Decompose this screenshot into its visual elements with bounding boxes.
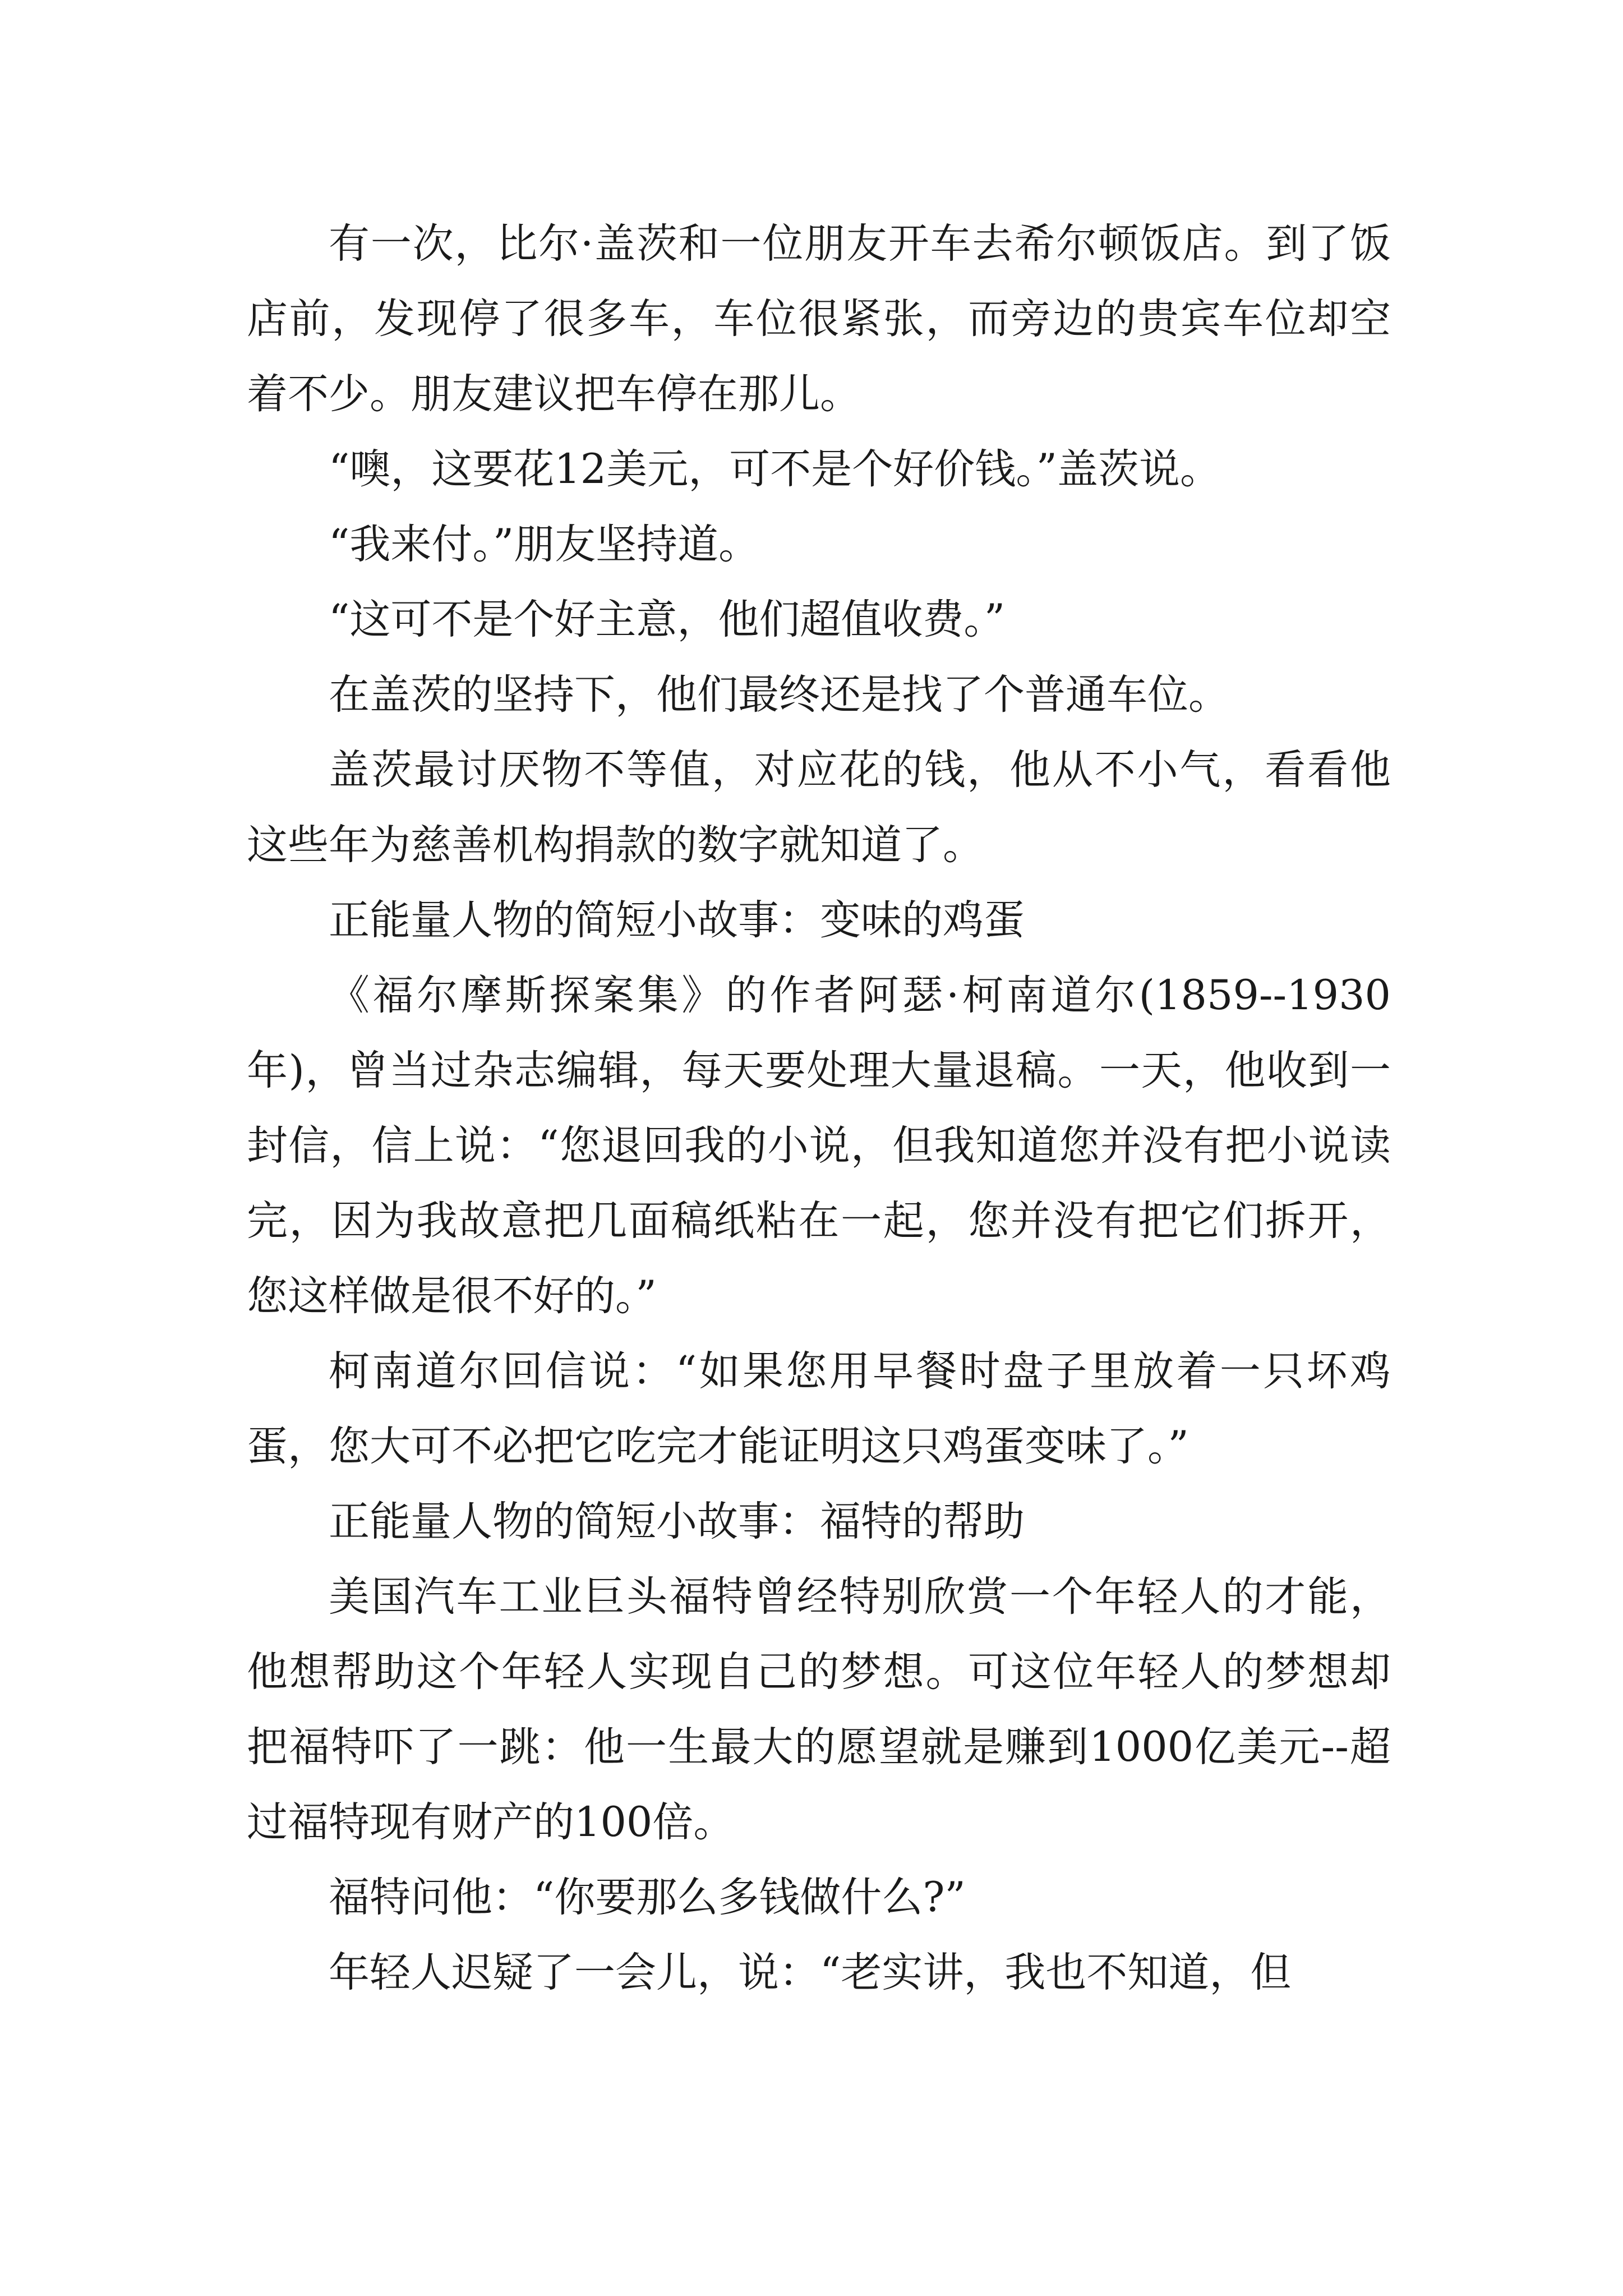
paragraph-ford-question: 福特问他：“你要那么多钱做什么?” <box>329 1874 966 1921</box>
paragraph-ford-young-man: 美国汽车工业巨头福特曾经特别欣赏一个年轻人的才能，他想帮助这个年轻人实现自己的梦想。可这位年轻人的梦想却把福特吓了一跳：他一生最大的愿望就是赚到1000亿美元--超过福特现有财产的100倍。 <box>247 1573 1391 1846</box>
paragraph-young-man-answer: 年轻人迟疑了一会儿，说：“老实讲，我也不知道，但 <box>329 1949 1292 1996</box>
paragraph-gates-bad-idea: “这可不是个好主意，他们超值收费。” <box>329 596 1006 643</box>
section-heading-ford-help: 正能量人物的简短小故事：福特的帮助 <box>329 1498 1025 1545</box>
document-body <box>247 206 1391 2010</box>
paragraph-gates-value: 盖茨最讨厌物不等值，对应花的钱，他从不小气，看看他这些年为慈善机构捐款的数字就知道了。 <box>247 746 1391 869</box>
paragraph-friend-insists: “我来付。”朋友坚持道。 <box>329 521 760 568</box>
paragraph-gates-parking-intro: 有一次，比尔·盖茨和一位朋友开车去希尔顿饭店。到了饭店前，发现停了很多车，车位很紧张，而旁边的贵宾车位却空着不少。朋友建议把车停在那儿。 <box>247 220 1391 418</box>
paragraph-doyle-reply: 柯南道尔回信说：“如果您用早餐时盘子里放着一只坏鸡蛋，您大可不必把它吃完才能证明这只鸡蛋变味了。” <box>247 1347 1391 1470</box>
paragraph-gates-quote-price: “噢，这要花12美元，可不是个好价钱。”盖茨说。 <box>329 445 1221 493</box>
section-heading-bad-egg: 正能量人物的简短小故事：变味的鸡蛋 <box>329 896 1025 944</box>
paragraph-regular-spot: 在盖茨的坚持下，他们最终还是找了个普通车位。 <box>329 671 1229 719</box>
paragraph-doyle-letter: 《福尔摩斯探案集》的作者阿瑟·柯南道尔(1859--1930年)，曾当过杂志编辑，每天要处理大量退稿。一天，他收到一封信，信上说：“您退回我的小说，但我知道您并没有把小说读完，因为我故意把几面稿纸粘在一起，您并没有把它们拆开，您这样做是很不好的。” <box>247 972 1391 1320</box>
